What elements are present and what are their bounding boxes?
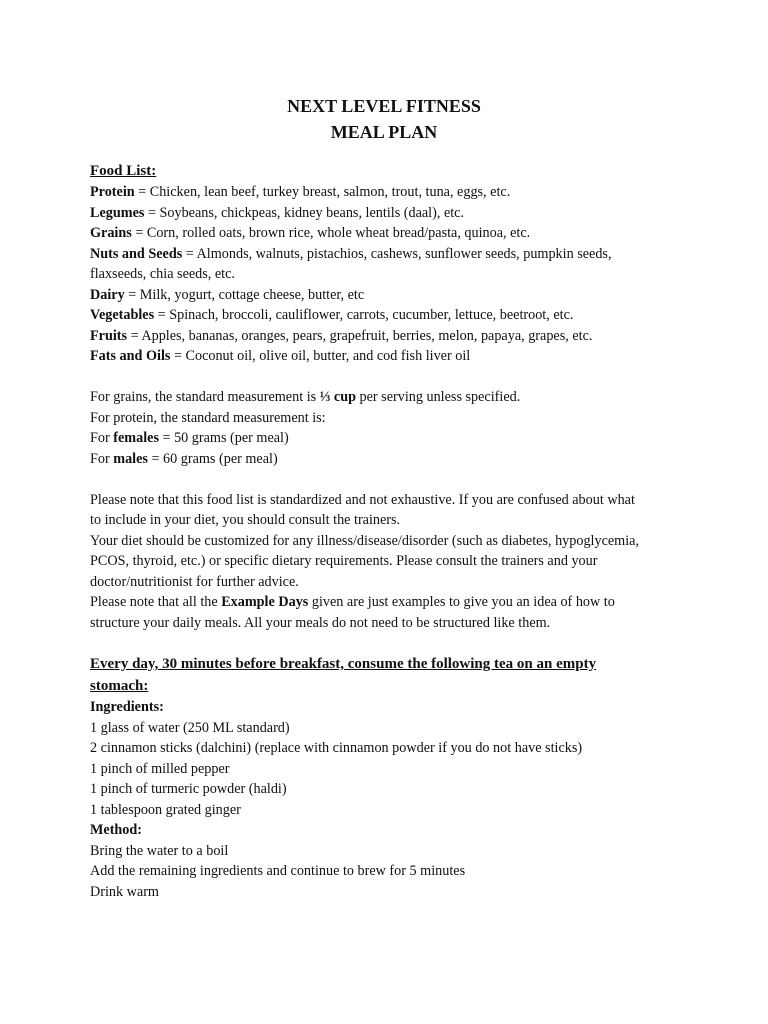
females-label: females xyxy=(113,430,159,446)
food-item-text: = Apples, bananas, oranges, pears, grapefruit, berries, melon, papaya, grapes, etc. xyxy=(127,327,593,344)
note-line: Your diet should be customized for any illness/disease/disorder (such as diabetes, hypoglycemia, xyxy=(90,532,639,549)
page-subtitle: MEAL PLAN xyxy=(330,122,438,142)
ingredient-item: 1 pinch of turmeric powder (haldi) xyxy=(90,781,287,797)
ingredient-item: 2 cinnamon sticks (dalchini) (replace with cinnamon powder if you do not have sticks) xyxy=(90,740,583,756)
females-measurement xyxy=(90,428,690,449)
note-line-example-days xyxy=(90,592,690,613)
ingredient-item: 1 tablespoon grated ginger xyxy=(90,801,241,818)
tea-heading-line: Every day, 30 minutes before breakfast, consume the following tea on an empty xyxy=(90,656,597,672)
females-prefix: For xyxy=(90,430,114,446)
method-step: Bring the water to a boil xyxy=(90,842,229,859)
tea-section xyxy=(90,654,690,902)
food-item-text: = Soybeans, chickpeas, kidney beans, lentils (daal), etc. xyxy=(144,204,465,221)
food-item-text: = Chicken, lean beef, turkey breast, salmon, trout, tuna, eggs, etc. xyxy=(134,184,511,200)
page-title: NEXT LEVEL FITNESS xyxy=(287,96,481,116)
note-line: PCOS, thyroid, etc.) or specific dietary requirements. Please consult the trainers and your xyxy=(90,553,598,569)
food-item-text: = Almonds, walnuts, pistachios, cashews, sunflower seeds, pumpkin seeds, xyxy=(182,245,612,262)
food-item-label: Vegetables xyxy=(90,307,155,323)
food-item-label: Grains xyxy=(90,225,132,241)
food-item-text: = Corn, rolled oats, brown rice, whole wheat bread/pasta, quinoa, etc. xyxy=(131,225,531,241)
males-prefix: For xyxy=(90,450,114,467)
food-item-text: = Milk, yogurt, cottage cheese, butter, etc xyxy=(124,286,365,303)
food-item-grains xyxy=(90,223,690,244)
food-item-fruits xyxy=(90,326,690,347)
note-suffix: given are just examples to give you an idea of how to xyxy=(308,594,615,610)
measurements-section xyxy=(90,387,690,469)
ingredient-item: 1 pinch of milled pepper xyxy=(90,760,230,777)
food-item-dairy xyxy=(90,285,690,306)
notes-section xyxy=(90,490,690,634)
note-line: to include in your diet, you should consult the trainers. xyxy=(90,512,401,528)
food-item-label: Legumes xyxy=(90,204,145,221)
food-list-section xyxy=(90,161,690,367)
tea-heading-line: stomach: xyxy=(90,677,149,694)
method-label: Method: xyxy=(90,822,143,838)
tea-heading xyxy=(90,654,690,697)
grains-measurement xyxy=(90,387,690,408)
grains-measurement-suffix: per serving unless specified. xyxy=(355,389,521,405)
food-item-label: Nuts and Seeds xyxy=(90,245,183,262)
method-step: Drink warm xyxy=(90,883,159,900)
note-line: Please note that this food list is standardized and not exhaustive. If you are confused about what xyxy=(90,491,635,508)
document-page xyxy=(90,93,690,902)
food-item-vegetables xyxy=(90,305,690,326)
males-measurement xyxy=(90,449,690,470)
example-days-label: Example Days xyxy=(221,594,309,610)
method-step: Add the remaining ingredients and continue to brew for 5 minutes xyxy=(90,863,466,879)
food-item-legumes xyxy=(90,203,690,224)
food-item-nuts-and-seeds-continued: flaxseeds, chia seeds, etc. xyxy=(90,266,235,282)
grains-measurement-prefix: For grains, the standard measurement is xyxy=(90,389,320,405)
food-item-text: = Spinach, broccoli, cauliflower, carrots, cucumber, lettuce, beetroot, etc. xyxy=(154,307,574,323)
note-prefix: Please note that all the xyxy=(90,594,222,610)
food-item-label: Fats and Oils xyxy=(90,348,171,364)
food-list-heading: Food List: xyxy=(90,163,157,179)
ingredients-label: Ingredients: xyxy=(90,699,164,715)
note-line: structure your daily meals. All your meals do not need to be structured like them. xyxy=(90,614,551,631)
females-suffix: = 50 grams (per meal) xyxy=(158,430,289,446)
food-item-fats-and-oils xyxy=(90,346,690,367)
males-suffix: = 60 grams (per meal) xyxy=(147,450,278,467)
food-item-label: Protein xyxy=(90,184,135,200)
food-item-label: Fruits xyxy=(90,327,128,344)
food-item-nuts-and-seeds xyxy=(90,244,690,265)
grains-measurement-amount: ⅓ cup xyxy=(319,389,356,405)
food-item-label: Dairy xyxy=(90,286,125,303)
food-item-protein xyxy=(90,182,690,203)
protein-measurement-intro: For protein, the standard measurement is: xyxy=(90,409,326,426)
males-label: males xyxy=(113,450,148,467)
ingredient-item: 1 glass of water (250 ML standard) xyxy=(90,719,290,736)
food-item-text: = Coconut oil, olive oil, butter, and cod fish liver oil xyxy=(170,348,471,364)
note-line: doctor/nutritionist for further advice. xyxy=(90,573,299,590)
